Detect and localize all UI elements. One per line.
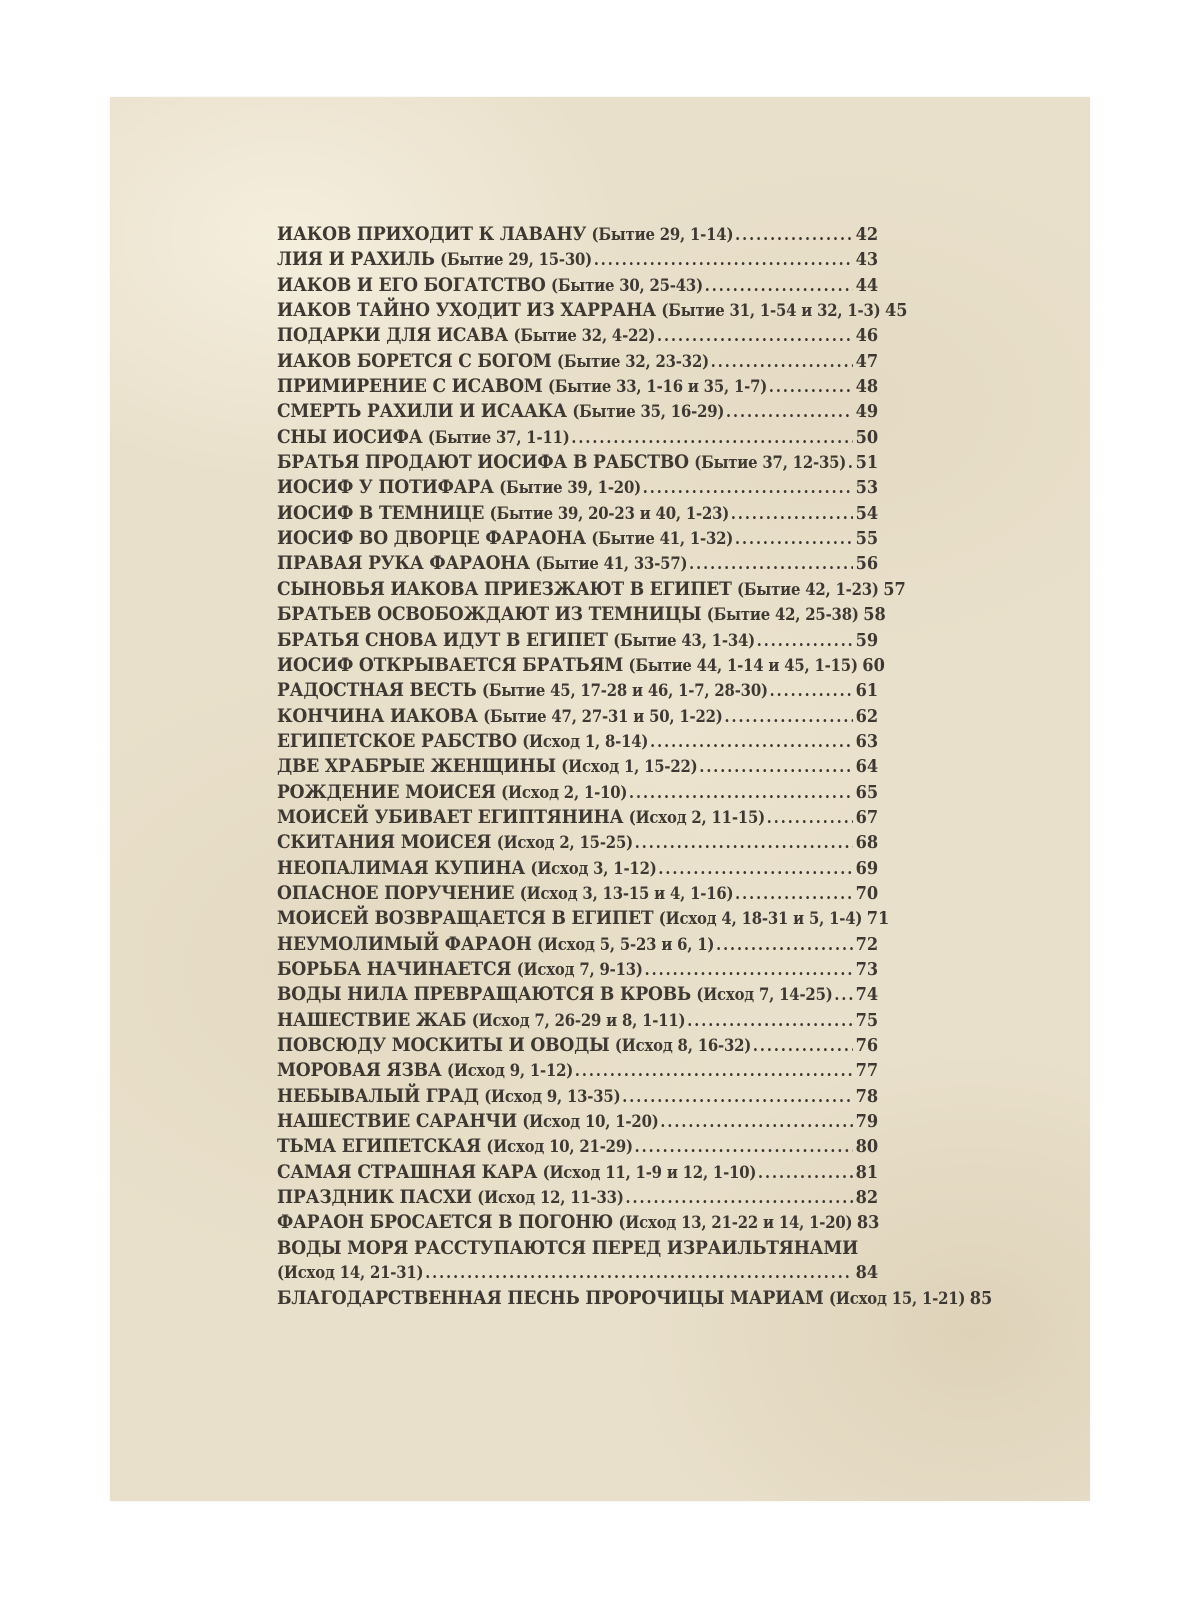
- toc-entry-ref: (Бытие 41, 33-57): [535, 554, 688, 574]
- toc-entry-ref: (Бытие 33, 1-16 и 35, 1-7): [547, 377, 768, 397]
- toc-entry-ref: (Бытие 47, 27-31 и 50, 1-22): [483, 706, 723, 726]
- toc-entry-page: 67: [855, 806, 879, 828]
- toc-entry-page: 84: [855, 1262, 879, 1284]
- toc-entry-title: ИАКОВ БОРЕТСЯ С БОГОМ: [277, 349, 552, 372]
- toc-entry-page: 46: [855, 325, 879, 347]
- toc-entry-page: 45: [885, 300, 908, 322]
- toc-entry-page: 85: [969, 1288, 993, 1310]
- toc-entry-page: 65: [855, 781, 879, 803]
- toc-entry-title: ИОСИФ ОТКРЫВАЕТСЯ БРАТЬЯМ: [277, 653, 624, 676]
- toc-entry: [277, 959, 878, 984]
- dot-leader: [622, 1087, 853, 1106]
- toc-entry-ref: (Исход 9, 1-12): [447, 1061, 574, 1081]
- toc-entry-page: 44: [855, 274, 879, 296]
- toc-entry-page: 83: [856, 1212, 880, 1234]
- toc-entry-ref: (Бытие 32, 23-32): [557, 351, 709, 371]
- toc-entry-page: 64: [855, 756, 879, 778]
- toc-entry-ref: (Исход 8, 16-32): [614, 1036, 752, 1055]
- dot-leader: [650, 732, 853, 751]
- toc-entry: [277, 275, 878, 300]
- toc-entry-title: МОИСЕЙ УБИВАЕТ ЕГИПТЯНИНА: [277, 805, 624, 828]
- toc-entry: [277, 1010, 878, 1035]
- toc-entry-page: 63: [855, 730, 879, 752]
- dot-leader: [770, 681, 853, 700]
- toc-entry-ref: (Бытие 37, 1-11): [427, 427, 570, 447]
- toc-entry-title: ЛИЯ И РАХИЛЬ: [277, 248, 435, 271]
- dot-leader: [575, 1061, 853, 1080]
- toc-entry-ref: (Бытие 37, 12-35): [694, 453, 847, 473]
- dot-leader: [705, 276, 853, 295]
- toc-entry-ref: (Исход 5, 5-23 и 6, 1): [537, 934, 715, 954]
- book-page: [110, 97, 1090, 1501]
- toc-entry-title: БРАТЬЯ СНОВА ИДУТ В ЕГИПЕТ: [277, 628, 608, 651]
- toc-entry-title: РАДОСТНАЯ ВЕСТЬ: [277, 679, 477, 702]
- toc-entry-title: РОЖДЕНИЕ МОИСЕЯ: [277, 780, 496, 803]
- toc-entry: [277, 1212, 878, 1237]
- toc-entry-ref: (Бытие 35, 16-29): [572, 402, 725, 422]
- toc-entry: [277, 376, 878, 401]
- toc-entry: [277, 224, 878, 249]
- dot-leader: [425, 1263, 853, 1282]
- toc-entry-page: 58: [863, 604, 886, 626]
- toc-entry-ref: (Бытие 39, 1-20): [499, 478, 641, 498]
- toc-entry-title: ИАКОВ И ЕГО БОГАТСТВО: [277, 273, 546, 296]
- toc-entry-page: 47: [855, 350, 879, 372]
- toc-entry: [277, 1287, 993, 1313]
- dot-leader: [645, 960, 853, 979]
- toc-entry-title: НАШЕСТВИЕ САРАНЧИ: [277, 1110, 517, 1133]
- dot-leader: [731, 504, 853, 523]
- toc-entry-page: 79: [855, 1111, 879, 1133]
- toc-entry: [277, 452, 878, 477]
- toc-entry-title: СНЫ ИОСИФА: [277, 425, 423, 448]
- toc-entry-page: 71: [866, 908, 890, 930]
- toc-entry-page: 75: [855, 1009, 879, 1031]
- toc-entry-ref: (Исход 11, 1-9 и 12, 1-10): [542, 1162, 757, 1182]
- toc-entry-page: 57: [883, 578, 906, 600]
- toc-entry-title: НАШЕСТВИЕ ЖАБ: [277, 1008, 467, 1031]
- toc-entry-ref: (Бытие 39, 20-23 и 40, 1-23): [489, 503, 730, 523]
- toc-entry-title: ПРАЗДНИК ПАСХИ: [277, 1186, 472, 1209]
- toc-entry: [277, 1162, 878, 1187]
- toc-entry-ref: (Исход 3, 13-15 и 4, 1-16): [519, 883, 734, 903]
- toc-entry-title: СКИТАНИЯ МОИСЕЯ: [277, 831, 492, 854]
- dot-leader: [635, 833, 853, 852]
- toc-entry: [277, 653, 885, 680]
- toc-entry-ref: (Бытие 41, 1-32): [591, 529, 734, 549]
- toc-entry-title: ТЬМА ЕГИПЕТСКАЯ: [277, 1135, 482, 1158]
- toc-entry-ref: (Исход 1, 15-22): [561, 757, 698, 777]
- dot-leader: [689, 554, 853, 573]
- toc-entry-ref: (Бытие 32, 4-22): [513, 326, 656, 346]
- toc-entry-page: 51: [855, 452, 879, 474]
- toc-entry-title: СМЕРТЬ РАХИЛИ И ИСААКА: [277, 400, 567, 423]
- toc-entry-page: 49: [855, 401, 879, 423]
- toc-entry-page: 74: [855, 984, 879, 1006]
- dot-leader: [660, 1112, 853, 1131]
- dot-leader: [716, 935, 853, 954]
- toc-entry-title: МОРОВАЯ ЯЗВА: [277, 1059, 442, 1082]
- toc-entry-ref: (Бытие 31, 1-54 и 32, 1-3): [661, 301, 881, 321]
- toc-entry: [277, 807, 878, 832]
- toc-list: [277, 223, 993, 1314]
- toc-entry-page: 80: [855, 1136, 879, 1158]
- toc-entry-title: БРАТЬЕВ ОСВОБОЖДАЮТ ИЗ ТЕМНИЦЫ: [277, 603, 702, 626]
- toc-entry-ref: (Исход 4, 18-31 и 5, 1-4): [658, 909, 863, 929]
- toc-entry-ref: (Исход 2, 15-25): [496, 833, 633, 853]
- dot-leader: [571, 428, 853, 447]
- toc-entry: [277, 325, 878, 350]
- toc-entry-title: ИОСИФ У ПОТИФАРА: [277, 476, 494, 499]
- toc-entry-ref: (Бытие 29, 15-30): [440, 250, 593, 270]
- dot-leader: [657, 326, 853, 345]
- toc-entry-page: 61: [855, 680, 879, 702]
- toc-entry-page: 76: [855, 1035, 879, 1056]
- dot-leader: [711, 352, 853, 371]
- toc-entry-title: СЫНОВЬЯ ИАКОВА ПРИЕЗЖАЮТ В ЕГИПЕТ: [277, 577, 732, 600]
- toc-entry: [277, 553, 878, 578]
- toc-entry-ref: (Бытие 45, 17-28 и 46, 1-7, 28-30): [481, 681, 768, 701]
- toc-entry: [277, 756, 878, 781]
- toc-entry: [277, 351, 878, 376]
- toc-entry-page: 81: [855, 1161, 879, 1183]
- toc-entry-ref: (Исход 2, 11-15): [628, 807, 765, 827]
- toc-entry: [277, 503, 878, 528]
- toc-entry-ref: (Исход 9, 13-35): [484, 1086, 621, 1106]
- toc-entry-page: 62: [855, 705, 879, 727]
- dot-leader: [753, 1036, 853, 1055]
- toc-entry: [277, 1035, 878, 1060]
- toc-entry-title: ПРАВАЯ РУКА ФАРАОНА: [277, 552, 531, 575]
- toc-entry-ref: (Исход 7, 26-29 и 8, 1-11): [471, 1010, 686, 1030]
- toc-entry-ref: (Исход 7, 14-25): [696, 985, 833, 1005]
- toc-entry-ref: (Исход 13, 21-22 и 14, 1-20): [618, 1213, 853, 1233]
- toc-entry: [277, 858, 878, 883]
- dot-leader: [735, 225, 853, 244]
- toc-entry-title: ФАРАОН БРОСАЕТСЯ В ПОГОНЮ: [277, 1211, 614, 1234]
- toc-entry-page: 56: [855, 553, 879, 575]
- toc-entry-ref: (Исход 12, 11-33): [477, 1188, 624, 1208]
- toc-entry-title: ИОСИФ В ТЕМНИЦЕ: [277, 501, 485, 524]
- toc-entry: [277, 630, 878, 655]
- toc-entry-page: 73: [855, 958, 879, 980]
- toc-entry-page: 54: [855, 502, 879, 524]
- toc-entry: [277, 883, 878, 908]
- toc-entry-ref: (Исход 1, 8-14): [522, 731, 649, 751]
- toc-entry-ref: (Исход 3, 1-12): [530, 858, 657, 878]
- toc-entry-page: 77: [855, 1060, 879, 1082]
- toc-entry-ref: (Исход 7, 9-13): [516, 959, 643, 979]
- toc-entry-title: ПОДАРКИ ДЛЯ ИСАВА: [277, 324, 509, 347]
- dot-leader: [635, 1137, 853, 1156]
- toc-entry-page: 59: [855, 629, 879, 651]
- toc-entry-page: 43: [855, 249, 879, 271]
- toc-entry-page: 55: [855, 528, 879, 550]
- toc-entry: [277, 1086, 878, 1111]
- toc-entry: [277, 1238, 878, 1263]
- toc-entry-title: ИОСИФ ВО ДВОРЦЕ ФАРАОНА: [277, 527, 587, 550]
- toc-entry: [277, 577, 906, 604]
- toc-entry-page: 42: [855, 224, 879, 245]
- toc-entry: [277, 249, 878, 274]
- dot-leader: [757, 631, 853, 650]
- toc-entry: [277, 934, 878, 959]
- toc-entry-ref: (Бытие 30, 25-43): [551, 275, 703, 295]
- toc-entry-page: 48: [855, 376, 879, 398]
- toc-entry-ref: (Исход 10, 1-20): [522, 1112, 659, 1132]
- toc-entry: [277, 1263, 878, 1288]
- toc-entry-ref: (Исход 15, 1-21): [829, 1289, 966, 1309]
- toc-entry-page: 82: [855, 1187, 879, 1209]
- dot-leader: [767, 808, 853, 827]
- toc-entry: [277, 401, 878, 426]
- toc-entry: [277, 731, 878, 756]
- dot-leader: [758, 1163, 853, 1182]
- toc-entry-title: ЕГИПЕТСКОЕ РАБСТВО: [277, 729, 517, 752]
- toc-entry: [277, 299, 908, 325]
- toc-entry-title: ПРИМИРЕНИЕ С ИСАВОМ: [277, 375, 543, 398]
- toc-entry-title: ИАКОВ ТАЙНО УХОДИТ ИЗ ХАРРАНА: [277, 299, 656, 322]
- toc-entry-ref: (Бытие 42, 1-23): [737, 579, 879, 599]
- toc-entry-page: 70: [855, 882, 879, 904]
- toc-entry-title: ОПАСНОЕ ПОРУЧЕНИЕ: [277, 881, 515, 904]
- toc-entry: [277, 427, 878, 452]
- toc-entry-title: ВОДЫ МОРЯ РАССТУПАЮТСЯ ПЕРЕД ИЗРАИЛЬТЯНАМИ: [277, 1236, 859, 1259]
- dot-leader: [769, 377, 853, 396]
- dot-leader: [643, 478, 853, 497]
- toc-entry-title: МОИСЕЙ ВОЗВРАЩАЕТСЯ В ЕГИПЕТ: [277, 907, 654, 930]
- toc-entry-page: 53: [855, 477, 879, 499]
- toc-entry-title: КОНЧИНА ИАКОВА: [277, 704, 478, 727]
- toc-entry-ref: (Бытие 29, 1-14): [591, 225, 734, 244]
- toc-entry-title: САМАЯ СТРАШНАЯ КАРА: [277, 1160, 538, 1183]
- toc-entry: [277, 1136, 878, 1161]
- toc-entry: [277, 680, 878, 705]
- toc-entry-page: 60: [862, 654, 885, 676]
- toc-entry-ref: (Исход 2, 1-10): [501, 782, 628, 802]
- toc-entry: [277, 907, 890, 933]
- dot-leader: [848, 453, 853, 472]
- toc-entry-title: БЛАГОДАРСТВЕННАЯ ПЕСНЬ ПРОРОЧИЦЫ МАРИАМ: [277, 1287, 824, 1310]
- dot-leader: [724, 707, 852, 726]
- toc-entry-title: ИАКОВ ПРИХОДИТ К ЛАВАНУ: [277, 223, 587, 245]
- toc-entry: [277, 528, 878, 553]
- toc-entry: [277, 477, 878, 502]
- dot-leader: [735, 529, 853, 548]
- dot-leader: [735, 884, 853, 903]
- dot-leader: [629, 783, 853, 802]
- toc-entry-ref: (Исход 10, 21-29): [486, 1137, 633, 1157]
- toc-entry: [277, 832, 878, 857]
- dot-leader: [834, 985, 853, 1004]
- toc-entry: [277, 1060, 878, 1085]
- toc-entry: [277, 1187, 878, 1212]
- dot-leader: [699, 757, 853, 776]
- toc-entry-title: БОРЬБА НАЧИНАЕТСЯ: [277, 957, 512, 980]
- toc-entry-title: НЕОПАЛИМАЯ КУПИНА: [277, 856, 526, 879]
- toc-entry-ref: (Бытие 43, 1-34): [613, 630, 755, 650]
- dot-leader: [625, 1188, 852, 1207]
- dot-leader: [658, 859, 853, 878]
- toc-entry-title: ДВЕ ХРАБРЫЕ ЖЕНЩИНЫ: [277, 755, 556, 778]
- dot-leader: [594, 250, 853, 269]
- toc-entry-title: БРАТЬЯ ПРОДАЮТ ИОСИФА В РАБСТВО: [277, 451, 689, 474]
- toc-entry: [277, 782, 878, 807]
- toc-entry-ref: (Исход 14, 21-31): [277, 1263, 424, 1283]
- toc-entry-page: 68: [855, 832, 879, 854]
- toc-entry-ref: (Бытие 42, 25-38): [706, 605, 859, 625]
- toc-entry-page: 72: [855, 933, 879, 955]
- toc-entry-title: НЕБЫВАЛЫЙ ГРАД: [277, 1084, 479, 1107]
- toc-entry: [277, 603, 886, 629]
- dot-leader: [726, 402, 853, 421]
- toc-entry: [277, 1111, 878, 1136]
- toc-entry: [277, 706, 878, 731]
- dot-leader: [687, 1011, 853, 1030]
- toc-entry-page: 78: [855, 1085, 879, 1107]
- toc-entry-title: НЕУМОЛИМЫЙ ФАРАОН: [277, 932, 532, 955]
- toc-entry-title: ПОВСЮДУ МОСКИТЫ И ОВОДЫ: [277, 1034, 610, 1056]
- toc-entry-page: 50: [855, 426, 879, 448]
- toc-entry-ref: (Бытие 44, 1-14 и 45, 1-15): [628, 655, 858, 675]
- toc-entry: [277, 984, 878, 1009]
- toc-entry-title: ВОДЫ НИЛА ПРЕВРАЩАЮТСЯ В КРОВЬ: [277, 983, 691, 1006]
- toc-entry-page: 69: [855, 857, 879, 879]
